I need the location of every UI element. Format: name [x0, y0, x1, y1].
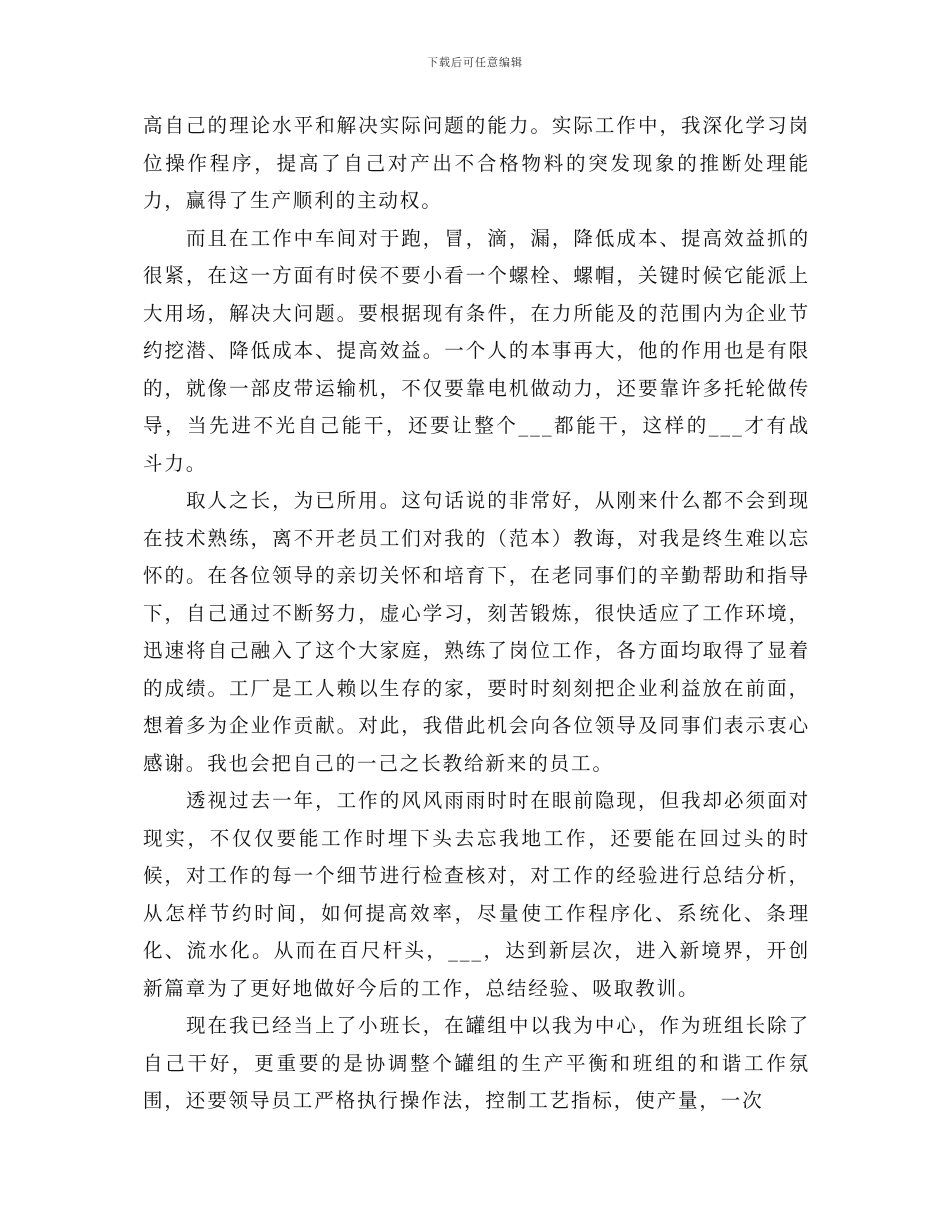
page-header-note: 下载后可任意编辑	[427, 56, 523, 69]
paragraph-cost-saving: 而且在工作中车间对于跑，冒，滴，漏，降低成本、提高效益抓的很紧，在这一方面有时侯不要小看一个螺栓、螺帽，关键时候它能派上大用场，解决大问题。要根据现有条件，在力所能及的范围内为企业节约挖潜、降低成本、提高效益。一个人的本事再大，他的作用也是有限的，就像一部皮带运输机，不仅要靠电机做动力，还要靠许多托轮做传导，当先进不光自己能干，还要让整个___都能干，这样的___才有战斗力。	[143, 226, 810, 475]
paragraph-review: 透视过去一年，工作的风风雨雨时时在眼前隐现，但我却必须面对现实，不仅仅要能工作时埋下头去忘我地工作，还要能在回过头的时候，对工作的每一个细节进行检查核对，对工作的经验进行总结分析，从怎样节约时间，如何提高效率，尽量使工作程序化、系统化、条理化、流水化。从而在百尺杆头，___，达到新层次，进入新境界，开创新篇章为了更好地做好今后的工作，总结经验、吸取教训。	[143, 789, 810, 1000]
document-body	[143, 107, 810, 1120]
paragraph-continuation: 高自己的理论水平和解决实际问题的能力。实际工作中，我深化学习岗位操作程序，提高了自己对产出不合格物料的突发现象的推断处理能力，赢得了生产顺利的主动权。	[143, 114, 810, 212]
paragraph-learning: 取人之长，为已所用。这句话说的非常好，从刚来什么都不会到现在技术熟练，离不开老员工们对我的（范本）教诲，对我是终生难以忘怀的。在各位领导的亲切关怀和培育下，在老同事们的辛勤帮助和指导下，自己通过不断努力，虚心学习，刻苦锻炼，很快适应了工作环境，迅速将自己融入了这个大家庭，熟练了岗位工作，各方面均取得了显着的成绩。工厂是工人赖以生存的家，要时时刻刻把企业利益放在前面，想着多为企业作贡献。对此，我借此机会向各位领导及同事们表示衷心感谢。我也会把自己的一己之长教给新来的员工。	[143, 489, 810, 775]
paragraph-team-leader: 现在我已经当上了小班长，在罐组中以我为中心，作为班组长除了自己干好，更重要的是协调整个罐组的生产平衡和班组的和谐工作氛围，还要领导员工严格执行操作法，控制工艺指标，使产量，一次	[143, 1014, 810, 1112]
